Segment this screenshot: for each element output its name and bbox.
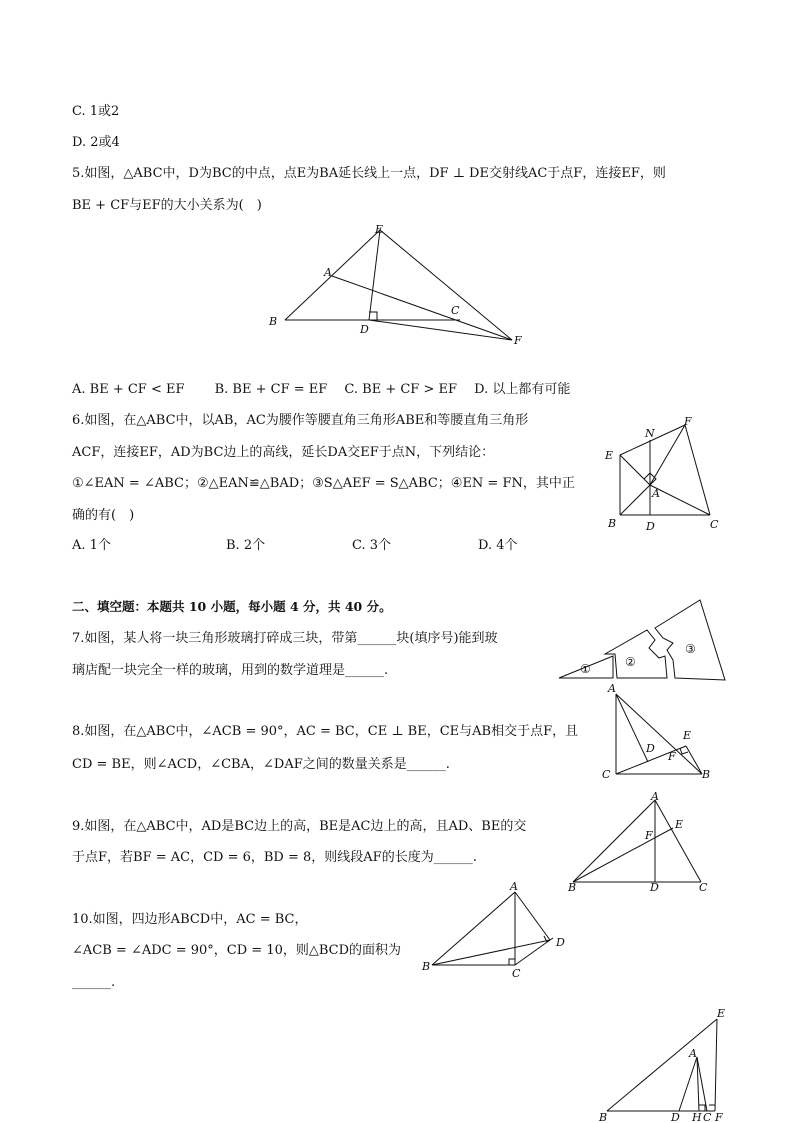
q8-right-angle-mark bbox=[680, 748, 688, 754]
q8-line-AD bbox=[616, 694, 648, 762]
q6-line-EA bbox=[620, 455, 650, 485]
q7-label-1: ① bbox=[580, 662, 591, 676]
q11-label-B: B bbox=[599, 1111, 608, 1123]
q11-line-BE bbox=[607, 1019, 717, 1111]
q8-label-B: B bbox=[702, 768, 711, 781]
option-c: C. 1或2 bbox=[72, 104, 120, 119]
q9-text-line2: 于点F，若BF = AC，CD = 6，BD = 8，则线段AF的长度为______. bbox=[72, 850, 477, 865]
q5-options: A. BE + CF < EF B. BE + CF = EF C. BE + CF > EF D. 以上都有可能 bbox=[72, 382, 571, 397]
q6-option-c: C. 3个 bbox=[352, 538, 392, 553]
q5-line-ED bbox=[369, 230, 380, 320]
q9-label-B: B bbox=[568, 881, 577, 894]
q6-text-line3: ①∠EAN = ∠ABC；②△EAN≌△BAD；③S△AEF = S△ABC；④EN = FN，其中正 bbox=[72, 476, 575, 491]
q9-text-line1: 9.如图，在△ABC中，AD是BC边上的高，BE是AC边上的高，且AD、BE的交 bbox=[72, 819, 527, 834]
q6-line-CF bbox=[685, 425, 710, 515]
q9-label-D: D bbox=[650, 881, 659, 894]
q8-figure bbox=[598, 682, 718, 782]
q7-label-2: ② bbox=[625, 655, 636, 669]
q9-label-F: F bbox=[645, 829, 653, 842]
q8-text-line1: 8.如图，在△ABC中，∠ACB = 90°，AC = BC，CE ⊥ BE，CE与AB相交于点F，且 bbox=[72, 724, 579, 739]
q10-line-AD bbox=[515, 892, 550, 940]
q6-label-D: D bbox=[646, 520, 655, 533]
q10-text-line3: ______. bbox=[72, 975, 116, 990]
q9-line-BE bbox=[573, 828, 673, 882]
q11-label-E: E bbox=[717, 1007, 726, 1020]
q6-line-FA bbox=[650, 425, 685, 485]
q11-label-H: H bbox=[692, 1111, 702, 1123]
q5-label-B: B bbox=[269, 315, 278, 328]
q5-line-DF bbox=[369, 320, 512, 340]
q10-figure bbox=[420, 880, 575, 980]
q5-label-F: F bbox=[514, 334, 522, 347]
q11-label-C: C bbox=[703, 1111, 712, 1123]
q7-piece-2 bbox=[605, 630, 667, 678]
q11-line-EF bbox=[715, 1019, 717, 1111]
q10-label-D: D bbox=[556, 936, 565, 949]
q10-line-BA bbox=[432, 892, 515, 965]
q6-figure bbox=[600, 415, 730, 540]
q11-figure bbox=[595, 1005, 735, 1123]
q5-line-BE bbox=[285, 230, 380, 320]
q5-text-line1: 5.如图，△ABC中，D为BC的中点，点E为BA延长线上一点，DF ⊥ DE交射线AC于点F，连接EF，则 bbox=[72, 166, 666, 181]
q8-line-EB bbox=[686, 746, 702, 774]
q10-label-B: B bbox=[422, 960, 431, 973]
q10-label-A: A bbox=[510, 880, 518, 893]
q9-figure bbox=[565, 792, 715, 892]
q9-line-BA bbox=[573, 800, 655, 882]
q5-line-AF bbox=[332, 276, 512, 340]
q10-right-angle-mark-c bbox=[509, 959, 515, 965]
q6-text-line2: ACF，连接EF，AD为BC边上的高线，延长DA交EF于点N，下列结论： bbox=[72, 445, 495, 460]
q6-option-d: D. 4个 bbox=[478, 538, 518, 553]
q8-label-C: C bbox=[602, 768, 611, 781]
q8-label-F: F bbox=[668, 750, 676, 763]
q6-line-AB bbox=[620, 485, 650, 515]
q11-label-F: F bbox=[715, 1111, 723, 1123]
q11-line-AD bbox=[679, 1057, 697, 1111]
q10-label-C: C bbox=[512, 967, 521, 980]
q5-text-line2: BE + CF与EF的大小关系为( ) bbox=[72, 198, 262, 213]
q6-option-b: B. 2个 bbox=[226, 538, 266, 553]
q7-figure bbox=[555, 598, 730, 683]
q9-line-AC bbox=[655, 800, 701, 882]
q9-label-A: A bbox=[651, 790, 659, 803]
option-d: D. 2或4 bbox=[72, 135, 120, 150]
q5-label-A: A bbox=[324, 266, 332, 279]
q9-label-C: C bbox=[699, 881, 708, 894]
q5-label-E: E bbox=[375, 223, 384, 236]
q7-text-line2: 璃店配一块完全一样的玻璃，用到的数学道理是______. bbox=[72, 663, 389, 678]
q11-label-D: D bbox=[671, 1111, 680, 1123]
section-heading: 二、填空题：本题共 10 小题，每小题 4 分，共 40 分。 bbox=[72, 599, 392, 614]
q11-label-A: A bbox=[689, 1047, 697, 1060]
q6-label-E: E bbox=[605, 449, 614, 462]
q6-label-A: A bbox=[652, 487, 660, 500]
q6-label-B: B bbox=[608, 517, 617, 530]
q8-text-line2: CD = BE，则∠ACD，∠CBA，∠DAF之间的数量关系是______. bbox=[72, 757, 450, 772]
q6-text-line4: 确的有( ) bbox=[72, 508, 135, 523]
q10-text-line1: 10.如图，四边形ABCD中，AC = BC， bbox=[72, 912, 308, 927]
q8-label-E: E bbox=[683, 729, 692, 742]
q8-label-D: D bbox=[646, 742, 655, 755]
q7-label-3: ③ bbox=[685, 642, 696, 656]
q5-label-D: D bbox=[360, 323, 369, 336]
q6-label-N: N bbox=[645, 427, 655, 440]
q10-text-line2: ∠ACB = ∠ADC = 90°，CD = 10，则△BCD的面积为 bbox=[72, 943, 402, 958]
q9-label-E: E bbox=[675, 818, 684, 831]
q8-label-A: A bbox=[608, 682, 616, 695]
q7-piece-3 bbox=[655, 600, 725, 680]
q5-label-C: C bbox=[451, 304, 460, 317]
q5-figure bbox=[260, 220, 530, 350]
q5-line-EF bbox=[380, 230, 512, 340]
q6-text-line1: 6.如图，在△ABC中，以AB，AC为腰作等腰直角三角形ABE和等腰直角三角形 bbox=[72, 413, 529, 428]
q6-option-a: A. 1个 bbox=[72, 538, 111, 553]
q6-label-F: F bbox=[684, 415, 692, 428]
q6-label-C: C bbox=[710, 518, 719, 531]
q7-text-line1: 7.如图，某人将一块三角形玻璃打碎成三块，带第______块(填序号)能到玻 bbox=[72, 631, 498, 646]
